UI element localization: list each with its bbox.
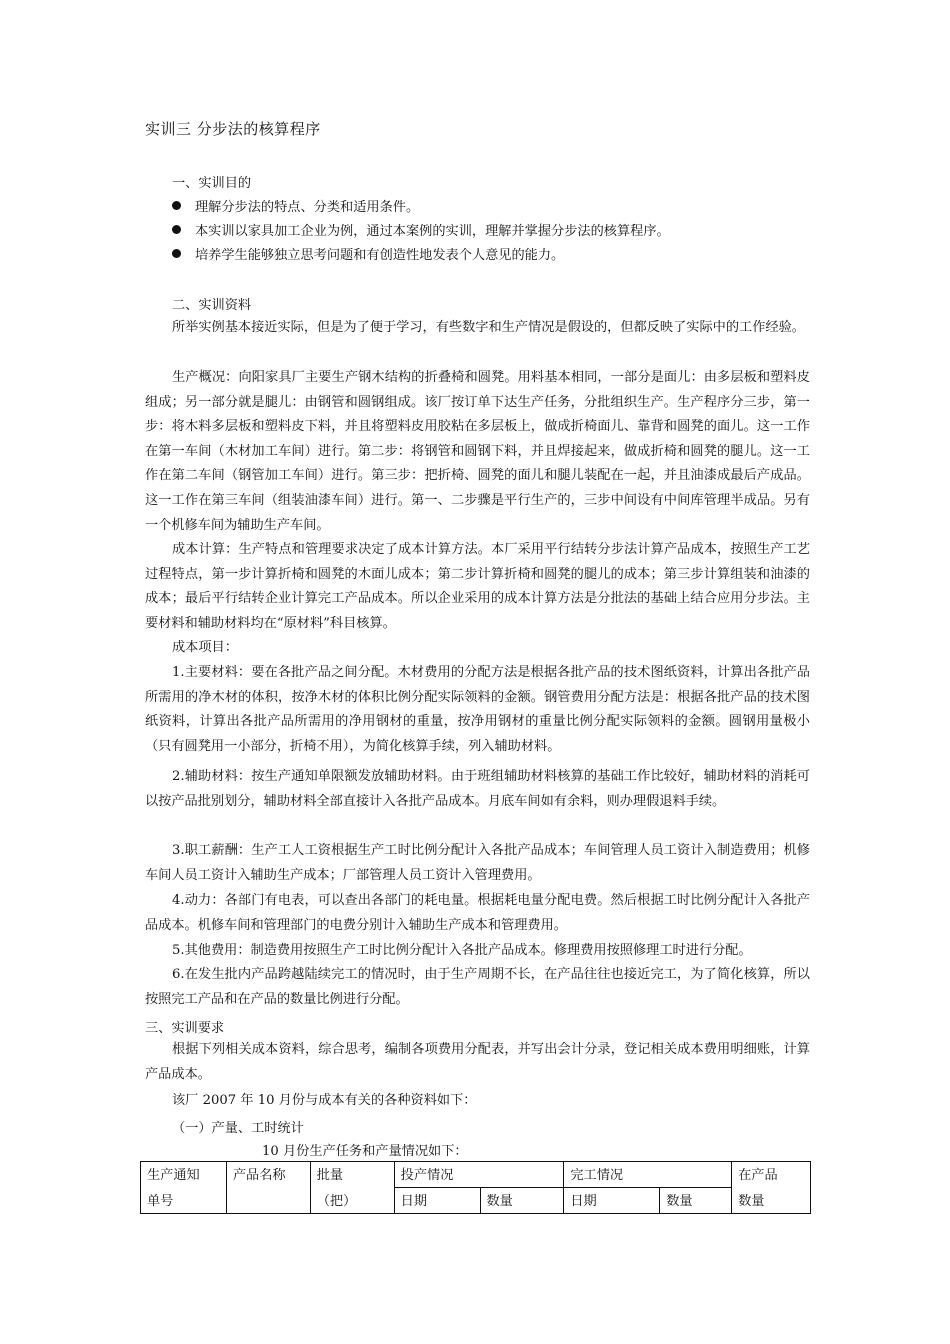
table-caption: 10 月份生产任务和产量情况如下： <box>262 1144 468 1159</box>
bullet-icon <box>172 201 181 210</box>
subsection-heading: （一）产量、工时统计 <box>172 1121 304 1136</box>
paragraph-item-2: 2.辅助材料：按生产通知单限额发放辅助材料。由于班组辅助材料核算的基础工作比较好，辅助材料的消耗可以按产品批别划分，辅助材料全部直接计入各批产品成本。月底车间如有余料，则办理假退料手续。 <box>145 769 810 809</box>
paragraph-item-3: 3.职工薪酬：生产工人工资根据生产工时比例分配计入各批产品成本；车间管理人员工资计入制造费用；机修车间人员工资计入辅助生产成本；厂部管理人员工资计入管理费用。 <box>145 843 810 883</box>
table-header-cell: 完工情况 <box>564 1162 732 1188</box>
bullet-item: 理解分步法的特点、分类和适用条件。 <box>172 196 419 215</box>
paragraph-data-intro: 该厂 2007 年 10 月份与成本有关的各种资料如下： <box>172 1093 477 1108</box>
table-header-cell: 在产品 <box>732 1162 811 1188</box>
section2-heading: 二、实训资料 <box>172 298 252 313</box>
doc-title: 实训三 分步法的核算程序 <box>145 120 321 138</box>
table-header-cell: 数量 <box>660 1188 732 1214</box>
paragraph-cost-calculation: 成本计算：生产特点和管理要求决定了成本计算方法。本厂采用平行结转分步法计算产品成本，按照生产工艺过程特点，第一步计算折椅和圆凳的木面儿成本；第二步计算折椅和圆凳的腿儿的成本；第三步计算组装和油漆的成本；最后平行结转企业计算完工产品成本。所以企业采用的成本计算方法是分批法的基础上结合应用分步法。主要材料和辅助材料均在“原材料”科目核算。 <box>145 542 810 631</box>
production-table <box>140 1161 811 1214</box>
table-header-cell: 数量 <box>480 1188 564 1214</box>
section1-heading: 一、实训目的 <box>172 176 252 191</box>
bullet-item: 本实训以家具加工企业为例，通过本案例的实训，理解并掌握分步法的核算程序。 <box>172 220 670 239</box>
paragraph-item-6: 6.在发生批内产品跨越陆续完工的情况时，由于生产周期不长，在产品往往也接近完工，为了简化核算，所以按照完工产品和在产品的数量比例进行分配。 <box>145 967 810 1007</box>
table-header-cell: 生产通知 <box>141 1162 227 1188</box>
table-header-cell: （把） <box>310 1188 394 1214</box>
paragraph: 所举实例基本接近实际，但是为了便于学习，有些数字和生产情况是假设的，但都反映了实际中的工作经验。 <box>172 320 805 335</box>
paragraph-item-1: 1.主要材料：要在各批产品之间分配。木材费用的分配方法是根据各批产品的技术图纸资料，计算出各批产品所需用的净木材的体积，按净木材的体积比例分配实际领料的金额。钢管费用分配方法是：根据各批产品的技术图纸资料，计算出各批产品所需用的净用钢材的重量，按净用钢材的重量比例分配实际领料的金额。圆钢用量极小（只有圆凳用一小部分，折椅不用），为简化核算手续，列入辅助材料。 <box>145 665 810 754</box>
bullet-icon <box>172 225 181 234</box>
table-header-cell: 日期 <box>394 1188 480 1214</box>
paragraph-item-4: 4.动力：各部门有电表，可以查出各部门的耗电量。根据耗电量分配电费。然后根据工时比例分配计入各批产品成本。机修车间和管理部门的电费分别计入辅助生产成本和管理费用。 <box>145 893 810 933</box>
table-header-cell: 数量 <box>732 1188 811 1214</box>
section3-heading: 三、实训要求 <box>145 1021 225 1036</box>
table-header-cell: 批量 <box>310 1162 394 1188</box>
table-header-cell: 投产情况 <box>394 1162 564 1188</box>
bullet-icon <box>172 249 181 258</box>
paragraph-production-overview: 生产概况：向阳家具厂主要生产钢木结构的折叠椅和圆凳。用料基本相同，一部分是面儿：由多层板和塑料皮组成；另一部分就是腿儿：由钢管和圆钢组成。该厂按订单下达生产任务，分批组织生产。生产程序分三步，第一步：将木料多层板和塑料皮下料，并且将塑料皮用胶粘在多层板上，做成折椅面儿、靠背和圆凳的面儿。这一工作在第一车间（木材加工车间）进行。第二步：将钢管和圆钢下料，并且焊接起来，做成折椅和圆凳的腿儿。这一工作在第二车间（钢管加工车间）进行。第三步：把折椅、圆凳的面儿和腿儿装配在一起，并且油漆成最后产成品。这一工作在第三车间（组装油漆车间）进行。第一、二步骤是平行生产的，三步中间设有中间库管理半成品。另有一个机修车间为辅助生产车间。 <box>145 370 810 533</box>
table-header-cell <box>226 1188 310 1214</box>
table-header-cell: 产品名称 <box>226 1162 310 1188</box>
paragraph-item-5: 5.其他费用：制造费用按照生产工时比例分配计入各批产品成本。修理费用按照修理工时进行分配。 <box>172 943 752 958</box>
bullet-item: 培养学生能够独立思考问题和有创造性地发表个人意见的能力。 <box>172 244 564 263</box>
table-header-cell: 单号 <box>141 1188 227 1214</box>
paragraph-cost-items: 成本项目： <box>172 640 238 655</box>
paragraph-requirements: 根据下列相关成本资料，综合思考，编制各项费用分配表，并写出会计分录，登记相关成本费用明细账，计算产品成本。 <box>145 1042 810 1082</box>
table-header-cell: 日期 <box>564 1188 660 1214</box>
